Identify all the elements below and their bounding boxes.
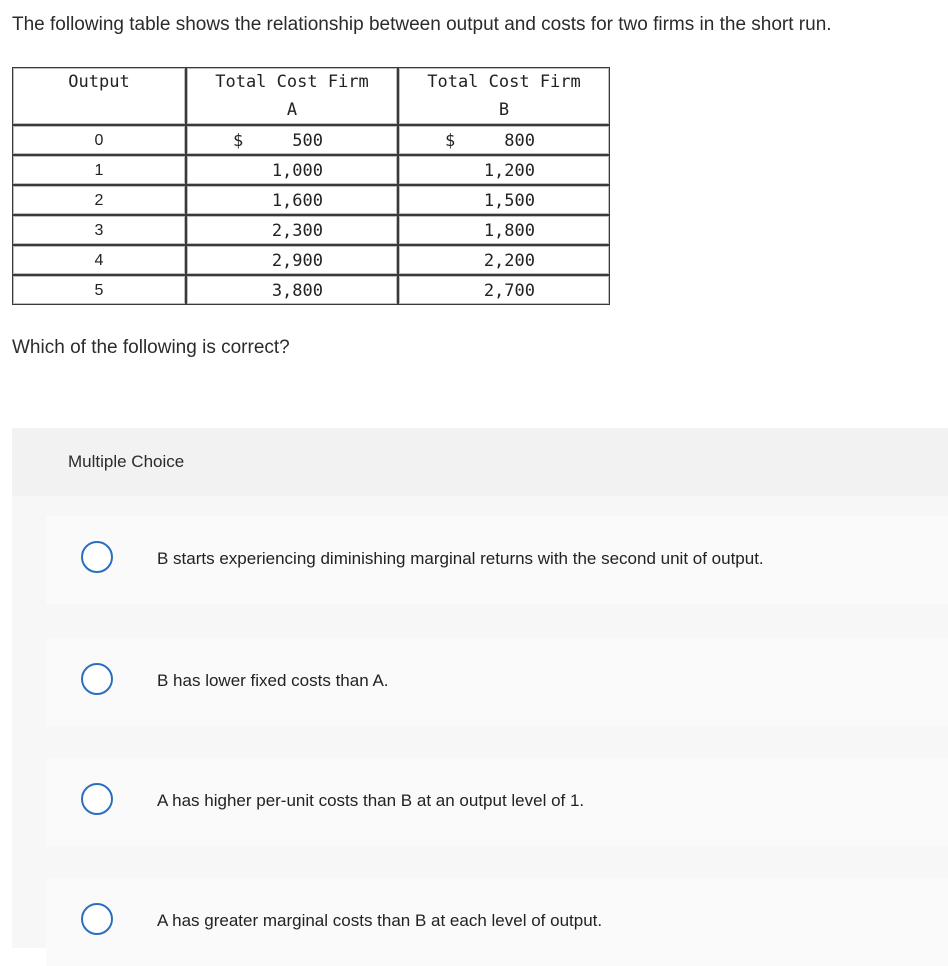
table-row (12, 245, 610, 275)
header-firm-b-line2: B (498, 100, 510, 120)
firm-a-value: 2,900 (271, 251, 323, 271)
choice-label[interactable]: B starts experiencing diminishing marginal returns with the second unit of output. (157, 549, 764, 568)
choice-label[interactable]: A has greater marginal costs than B at each level of output. (157, 911, 603, 930)
cost-table (12, 67, 610, 305)
question-prompt: Which of the following is correct? (12, 337, 290, 358)
choice-label[interactable]: A has higher per-unit costs than B at an output level of 1. (157, 791, 585, 810)
firm-a-value: 3,800 (271, 281, 323, 301)
header-output (12, 67, 186, 125)
firm-b-value: 2,700 (483, 281, 535, 301)
firm-b-value: 1,200 (483, 161, 535, 181)
output-cell (12, 275, 186, 305)
output-cell (12, 155, 186, 185)
output-value: 0 (94, 132, 104, 149)
firm-a-value: 2,300 (271, 221, 323, 241)
firm-a-cell (186, 245, 398, 275)
table-row (12, 185, 610, 215)
firm-a-cell (186, 185, 398, 215)
multiple-choice-header: Multiple Choice (68, 452, 185, 471)
output-value: 3 (94, 222, 104, 239)
firm-b-value: 1,800 (483, 221, 535, 241)
output-cell (12, 125, 186, 155)
output-cell (12, 185, 186, 215)
output-value: 4 (94, 252, 104, 269)
question-intro: The following table shows the relationship between output and costs for two firms in the short run. (12, 14, 832, 35)
output-value: 2 (94, 192, 104, 209)
table-row (12, 215, 610, 245)
table-row (12, 155, 610, 185)
firm-a-value: 500 (292, 131, 323, 151)
choice-option-2[interactable] (46, 638, 948, 726)
firm-b-value: 800 (504, 131, 535, 151)
radio-button[interactable] (81, 903, 113, 935)
firm-a-cell (186, 155, 398, 185)
choice-list (12, 496, 948, 948)
firm-b-cell (398, 275, 610, 305)
output-cell (12, 215, 186, 245)
header-output-label: Output (68, 72, 130, 92)
firm-a-cell (186, 215, 398, 245)
firm-a-value: 1,600 (271, 191, 323, 211)
header-firm-b (398, 67, 610, 125)
output-value: 5 (94, 282, 104, 299)
currency-symbol: $ (233, 131, 244, 151)
radio-button[interactable] (81, 783, 113, 815)
radio-button[interactable] (81, 663, 113, 695)
firm-b-cell (398, 185, 610, 215)
table-row (12, 125, 610, 155)
header-firm-b-line1: Total Cost Firm (427, 72, 581, 92)
firm-a-cell (186, 275, 398, 305)
firm-b-value: 1,500 (483, 191, 535, 211)
choice-option-3[interactable] (46, 758, 948, 846)
output-value: 1 (94, 162, 104, 179)
header-firm-a-line2: A (286, 100, 298, 120)
currency-symbol: $ (445, 131, 456, 151)
choice-option-4[interactable] (46, 878, 948, 966)
header-firm-a-line1: Total Cost Firm (215, 72, 369, 92)
firm-a-cell (186, 125, 398, 155)
table-row (12, 275, 610, 305)
firm-a-value: 1,000 (271, 161, 323, 181)
radio-button[interactable] (81, 541, 113, 573)
firm-b-value: 2,200 (483, 251, 535, 271)
firm-b-cell (398, 215, 610, 245)
table-header-row (12, 67, 610, 125)
firm-b-cell (398, 125, 610, 155)
header-firm-a (186, 67, 398, 125)
output-cell (12, 245, 186, 275)
firm-b-cell (398, 155, 610, 185)
choice-label[interactable]: B has lower fixed costs than A. (157, 671, 389, 690)
choice-option-1[interactable] (46, 516, 948, 604)
firm-b-cell (398, 245, 610, 275)
multiple-choice-panel (12, 428, 948, 948)
